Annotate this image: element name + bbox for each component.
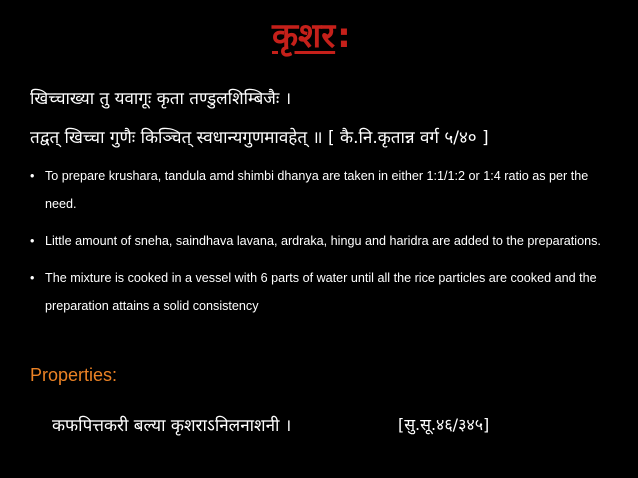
properties-heading: Properties: — [30, 365, 118, 385]
bullet-icon: • — [30, 271, 35, 285]
bullet-item — [30, 264, 620, 320]
bullet-text: Little amount of sneha, saindhava lavana, ardraka, hingu and haridra are added to the preparations. — [45, 234, 601, 248]
sanskrit-verse-line-1: खिच्चाख्या तु यवागूः कृता तण्डुलशिम्बिजैः । — [30, 89, 292, 109]
title-colon: : — [337, 16, 351, 56]
bullet-item — [30, 162, 620, 218]
bullet-text: The mixture is cooked in a vessel with 6 parts of water until all the rice particles are cooked and the preparation attains a solid consistency — [45, 271, 597, 313]
properties-reference: [सु.सू.४६/३४५] — [398, 415, 490, 434]
bullet-icon: • — [30, 234, 35, 248]
title-text: कृशर — [272, 16, 336, 56]
bullet-text: To prepare krushara, tandula amd shimbi dhanya are taken in either 1:1/1:2 or 1:4 ratio as per the need. — [45, 169, 589, 211]
bullet-item — [30, 227, 620, 255]
slide-title — [272, 14, 351, 58]
bullet-icon: • — [30, 169, 35, 183]
sanskrit-verse-line-2: तद्वत् खिच्चा गुणैः किञ्चित् स्वधान्यगुणमावहेत् ॥ [ कै.नि.कृतान्न वर्ग ५/४० ] — [30, 128, 489, 148]
bullet-list — [30, 162, 620, 329]
properties-verse: कफपित्तकरी बल्या कृशराऽनिलनाशनी । — [52, 416, 292, 436]
